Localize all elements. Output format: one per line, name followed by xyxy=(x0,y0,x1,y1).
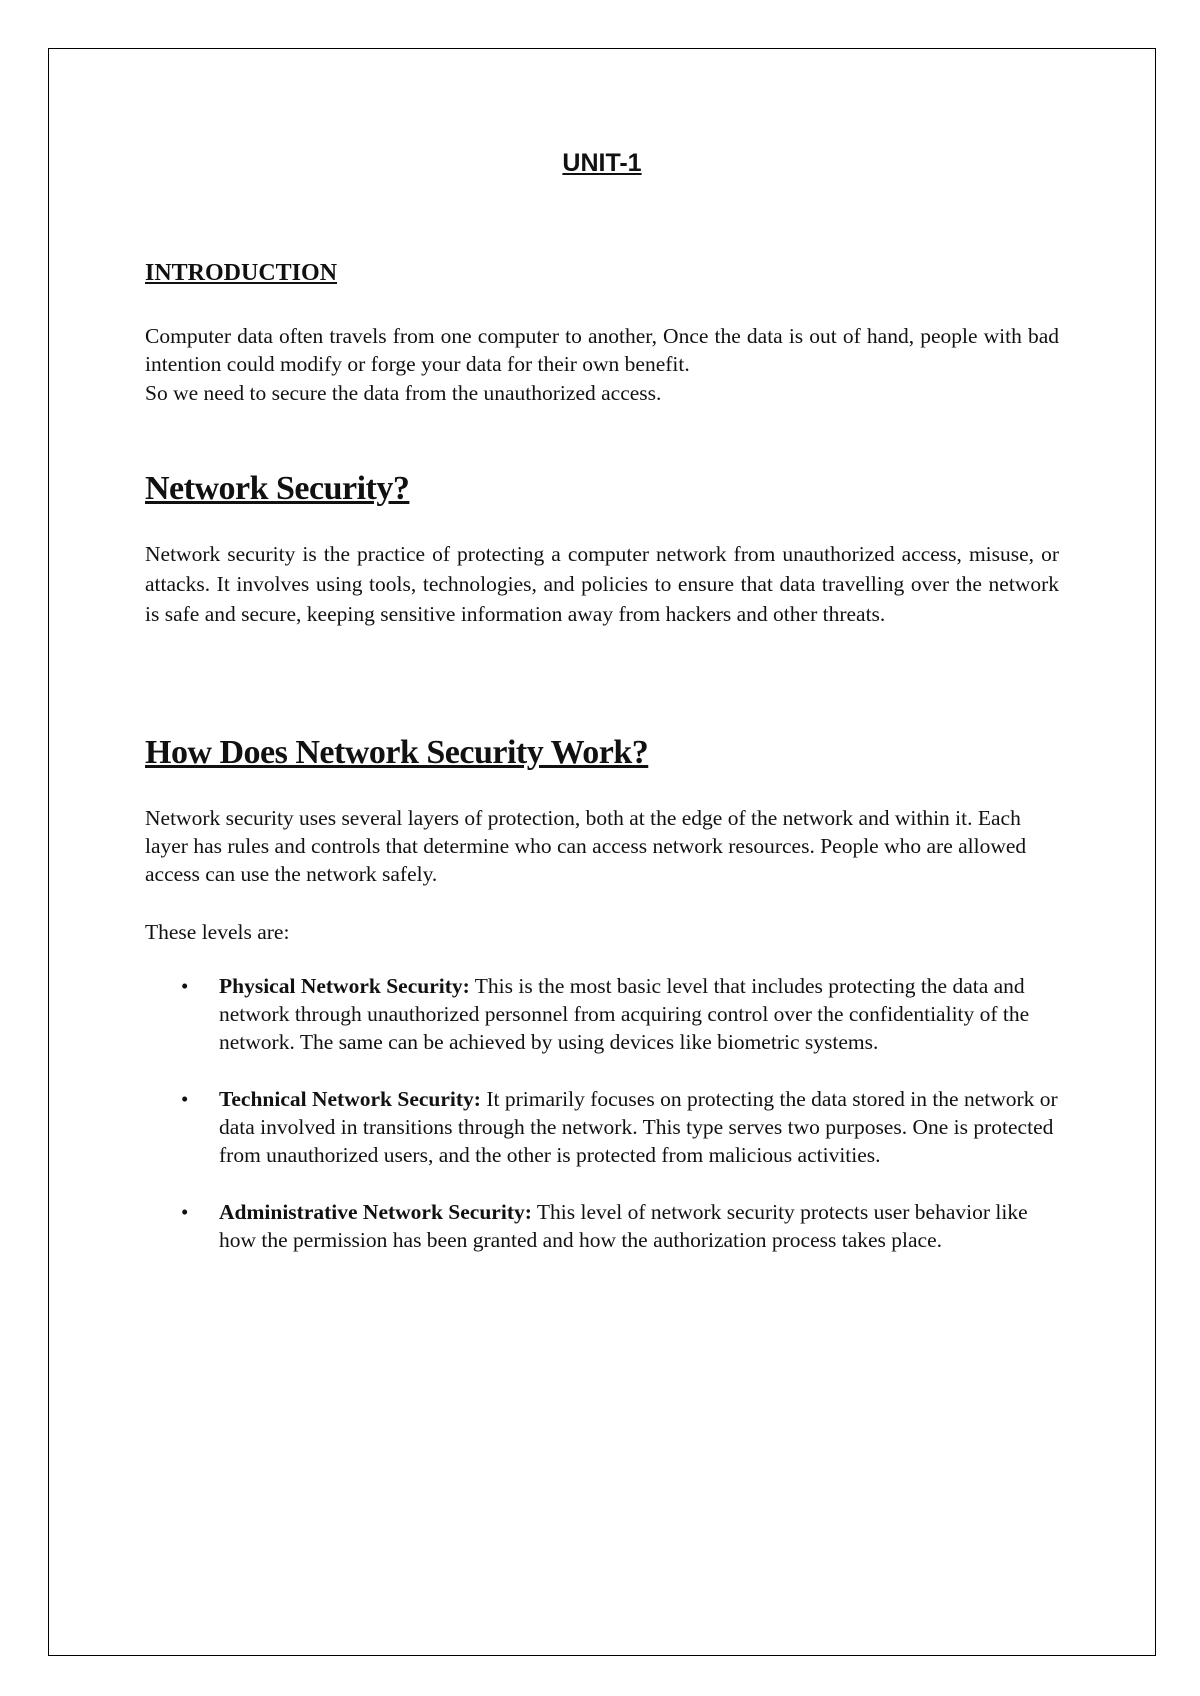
list-item-physical xyxy=(145,972,1059,1056)
how-network-security-works-heading: How Does Network Security Work? xyxy=(145,734,649,771)
network-security-paragraph: Network security is the practice of protecting a computer network from unauthorized access, misuse, or attacks. It involves using tools, technologies, and policies to ensure that data travelling over the network is safe and secure, keeping sensitive information away from hackers and other threats. xyxy=(145,542,1059,626)
list-item-technical xyxy=(145,1085,1059,1169)
network-security-heading: Network Security? xyxy=(145,470,410,507)
levels-intro: These levels are: xyxy=(145,920,290,944)
how-network-security-works-paragraph: Network security uses several layers of protection, both at the edge of the network and within it. Each layer has rules and controls that determine who can access network resources. People who are allowed access can use the network safely. xyxy=(145,806,1027,886)
level-title: Administrative Network Security: xyxy=(219,1200,532,1224)
introduction-paragraph: Computer data often travels from one computer to another, Once the data is out of hand, people with bad intention could modify or forge your data for their own benefit. xyxy=(145,324,1059,376)
level-title: Physical Network Security: xyxy=(219,974,470,998)
level-title: Technical Network Security: xyxy=(219,1087,481,1111)
introduction-paragraph-2: So we need to secure the data from the unauthorized access. xyxy=(145,381,662,405)
bullet-icon: • xyxy=(181,1087,189,1111)
level-text: This is the most basic level that includes protecting the data and network through unauthorized personnel from acquiring control over the confidentiality of the network. The same can be achieved by using devices like biometric systems. xyxy=(219,974,1030,1054)
introduction-heading: INTRODUCTION xyxy=(145,260,338,286)
bullet-icon: • xyxy=(181,974,189,998)
levels-list xyxy=(145,972,1059,1283)
level-text: It primarily focuses on protecting the data stored in the network or data involved in transitions through the network. This type serves two purposes. One is protected from unauthorized users, and the other is protected from malicious activities. xyxy=(219,1087,1058,1167)
unit-title: UNIT-1 xyxy=(562,149,642,177)
bullet-icon: • xyxy=(181,1200,189,1224)
level-text: This level of network security protects user behavior like how the permission has been granted and how the authorization process takes place. xyxy=(219,1200,1028,1252)
list-item-administrative xyxy=(145,1198,1059,1254)
